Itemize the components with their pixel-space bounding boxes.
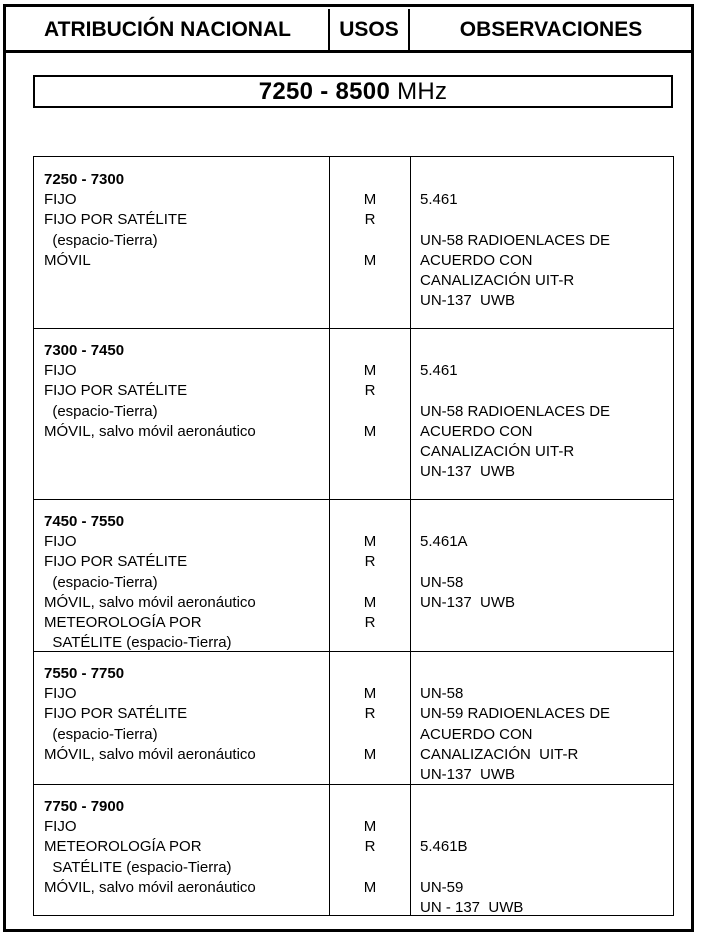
- allocation-service: FIJO POR SATÉLITE: [44, 705, 188, 723]
- allocation-service: FIJO POR SATÉLITE: [44, 553, 188, 571]
- uso-code: M: [363, 422, 377, 440]
- observacion-note: UN-59 RADIOENLACES DE: [420, 705, 611, 723]
- allocation-service: MÓVIL, salvo móvil aeronáutico: [44, 422, 256, 440]
- observacion-note: ACUERDO CON: [420, 725, 533, 743]
- allocation-service: MÓVIL, salvo móvil aeronáutico: [44, 593, 256, 611]
- usos-cell: [330, 361, 410, 442]
- allocation-service: MÓVIL, salvo móvil aeronáutico: [44, 878, 256, 896]
- observacion-note: UN-137 UWB: [420, 593, 516, 611]
- uso-code: R: [364, 382, 376, 400]
- row-separator: [34, 499, 673, 500]
- allocation-service: FIJO: [44, 533, 77, 551]
- uso-code: R: [364, 613, 376, 631]
- allocation-service: FIJO: [44, 191, 77, 209]
- allocation-service: METEOROLOGÍA POR: [44, 613, 202, 631]
- column-divider-2: [410, 157, 411, 915]
- observacion-note: CANALIZACIÓN UIT-R: [420, 271, 575, 289]
- observacion-note: 5.461: [420, 362, 458, 380]
- header-atribucion-nacional: ATRIBUCIÓN NACIONAL: [44, 17, 291, 41]
- uso-code: M: [363, 593, 377, 611]
- observacion-note: [420, 381, 610, 401]
- header-observaciones: OBSERVACIONES: [459, 17, 643, 41]
- allocation-service: FIJO: [44, 685, 77, 703]
- allocation-service: (espacio-Tierra): [44, 231, 158, 249]
- allocation-service: SATÉLITE (espacio-Tierra): [44, 858, 232, 876]
- uso-code: M: [363, 191, 377, 209]
- allocation-service: MÓVIL: [44, 251, 91, 269]
- uso-code: [330, 402, 410, 422]
- observaciones-cell: [420, 817, 523, 918]
- uso-code: M: [363, 745, 377, 763]
- observaciones-cell: [420, 361, 610, 482]
- observacion-note: UN-58 RADIOENLACES DE: [420, 231, 611, 249]
- observacion-note: [420, 858, 523, 878]
- band-unit: MHz: [397, 77, 448, 105]
- uso-code: M: [363, 685, 377, 703]
- observacion-note: UN-137 UWB: [420, 463, 516, 481]
- allocation-cell: [44, 341, 256, 442]
- observacion-note: [420, 552, 515, 572]
- uso-code: R: [364, 838, 376, 856]
- observacion-note: UN-58: [420, 573, 464, 591]
- observacion-note: UN-58: [420, 685, 464, 703]
- allocation-service: METEOROLOGÍA POR: [44, 838, 202, 856]
- band-title: [33, 75, 673, 108]
- uso-code: R: [364, 705, 376, 723]
- uso-code: [330, 231, 410, 251]
- allocation-service: (espacio-Tierra): [44, 402, 158, 420]
- allocation-service: FIJO: [44, 362, 77, 380]
- allocation-service: FIJO: [44, 818, 77, 836]
- allocation-service: FIJO POR SATÉLITE: [44, 211, 188, 229]
- observacion-note: [420, 817, 523, 837]
- observacion-note: UN - 137 UWB: [420, 898, 524, 916]
- band-range-label: 7300 - 7450: [44, 342, 125, 359]
- uso-code: R: [364, 553, 376, 571]
- observacion-note: ACUERDO CON: [420, 251, 533, 269]
- band-range-label: 7450 - 7550: [44, 513, 125, 530]
- allocation-service: MÓVIL, salvo móvil aeronáutico: [44, 745, 256, 763]
- observacion-note: CANALIZACIÓN UIT-R: [420, 745, 579, 763]
- observaciones-cell: [420, 684, 610, 785]
- observaciones-cell: [420, 190, 610, 311]
- observacion-note: ACUERDO CON: [420, 422, 533, 440]
- uso-code: M: [363, 251, 377, 269]
- allocation-service: FIJO POR SATÉLITE: [44, 382, 188, 400]
- uso-code: M: [363, 818, 377, 836]
- allocation-table: [33, 156, 674, 916]
- band-range-label: 7550 - 7750: [44, 665, 125, 682]
- observacion-note: CANALIZACIÓN UIT-R: [420, 442, 575, 460]
- observacion-note: UN-137 UWB: [420, 292, 516, 310]
- header-usos: USOS: [339, 17, 399, 41]
- usos-cell: [330, 532, 410, 633]
- band-range-label: 7750 - 7900: [44, 798, 125, 815]
- uso-code: M: [363, 362, 377, 380]
- usos-cell: [330, 190, 410, 271]
- uso-code: M: [363, 878, 377, 896]
- allocation-service: (espacio-Tierra): [44, 573, 158, 591]
- usos-cell: [330, 684, 410, 765]
- header-underline: [6, 50, 692, 53]
- observacion-note: UN-137 UWB: [420, 765, 516, 783]
- observacion-note: UN-59: [420, 878, 464, 896]
- allocation-cell: [44, 170, 187, 271]
- observacion-note: [420, 210, 610, 230]
- uso-code: M: [363, 533, 377, 551]
- allocation-cell: [44, 664, 256, 765]
- observacion-note: 5.461B: [420, 838, 468, 856]
- uso-code: R: [364, 211, 376, 229]
- band-range: 7250 - 8500: [258, 77, 391, 105]
- allocation-cell: [44, 797, 256, 898]
- allocation-cell: [44, 512, 256, 653]
- allocation-service: SATÉLITE (espacio-Tierra): [44, 634, 232, 652]
- allocation-service: (espacio-Tierra): [44, 725, 158, 743]
- uso-code: [330, 573, 410, 593]
- uso-code: [330, 725, 410, 745]
- band-range-label: 7250 - 7300: [44, 171, 125, 188]
- observaciones-cell: [420, 532, 515, 613]
- usos-cell: [330, 817, 410, 898]
- observacion-note: 5.461: [420, 191, 458, 209]
- row-separator: [34, 328, 673, 329]
- observacion-note: 5.461A: [420, 533, 468, 551]
- uso-code: [330, 858, 410, 878]
- observacion-note: UN-58 RADIOENLACES DE: [420, 402, 611, 420]
